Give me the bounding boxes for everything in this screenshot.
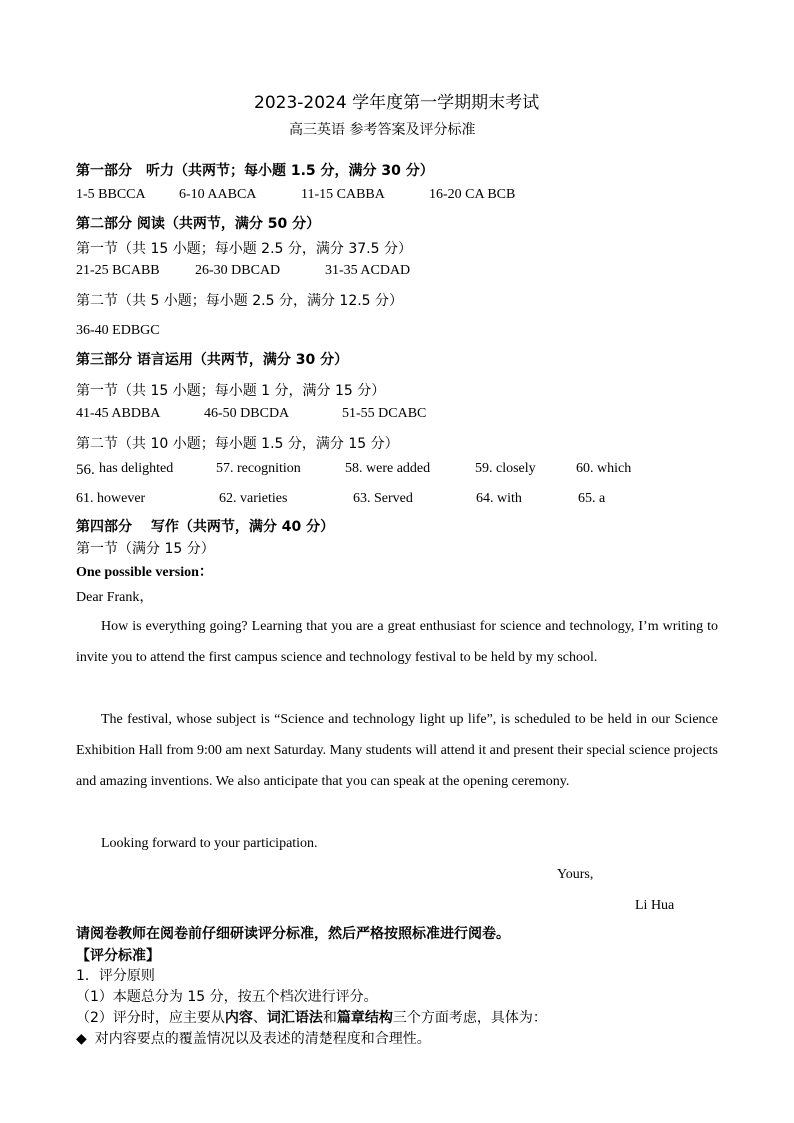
answer-item: 62. varieties — [219, 491, 288, 506]
page-title: 2023-2024 学年度第一学期期末考试 — [254, 93, 540, 113]
diamond-bullet-icon: ◆ — [76, 1031, 87, 1047]
part1-answers — [76, 187, 716, 207]
letter-paragraph-2: The festival, whose subject is “Science and technology light up life”, is scheduled to be held in our Science Exhibition Hall from 9:00 am next Saturday. Many students will attend it and present their special science projects and amazing inventions. We also anticipate that you can speak at the opening ceremony. — [76, 712, 718, 789]
answer-item: 64. with — [476, 491, 522, 506]
version-label: One possible version： — [76, 565, 213, 580]
part3-section1: 第一节（共 15 小题；每小题 1 分，满分 15 分） — [76, 383, 386, 399]
grading-item-1-1: （1）本题总分为 15 分，按五个档次进行评分。 — [76, 989, 378, 1005]
letter-signature: Li Hua — [635, 898, 675, 913]
part4-heading: 第四部分 写作（共两节，满分 40 分） — [76, 519, 335, 535]
grading-keyword: 内容 — [224, 1010, 253, 1026]
grading-bullet-text: 对内容要点的覆盖情况以及表述的清楚程度和合理性。 — [94, 1031, 431, 1047]
grading-text: 、 — [252, 1010, 267, 1026]
letter-paragraph-1: How is everything going? Learning that you are a great enthusiast for science and technology, I’m writing to invite you to attend the first campus science and technology festival to be held by my school. — [76, 619, 718, 665]
grading-keyword: 篇章结构 — [336, 1010, 393, 1026]
grading-title: 【评分标准】 — [76, 948, 160, 964]
answer-item: 63. Served — [353, 491, 413, 506]
part3-answers-row1 — [76, 461, 716, 483]
answer-group: 6-10 AABCA — [179, 187, 257, 202]
grading-item-1-2 — [76, 1007, 547, 1027]
part2-heading: 第二部分 阅读（共两节，满分 50 分） — [76, 216, 321, 232]
answer-group: 51-55 DCABC — [342, 406, 427, 421]
answer-group: 26-30 DBCAD — [195, 263, 281, 278]
answer-item: 56. — [76, 462, 95, 478]
page-subtitle: 高三英语 参考答案及评分标准 — [289, 122, 476, 138]
answer-group: 21-25 BCABB — [76, 263, 160, 278]
part2-section1: 第一节（共 15 小题；每小题 2.5 分，满分 37.5 分） — [76, 241, 412, 257]
grading-text: 三个方面考虑，具体为： — [392, 1010, 547, 1026]
grading-bullet-line — [76, 1028, 431, 1048]
part1-heading: 第一部分 听力（共两节；每小题 1.5 分，满分 30 分） — [76, 163, 434, 179]
answer-item: 60. which — [576, 461, 632, 476]
part3-heading: 第三部分 语言运用（共两节，满分 30 分） — [76, 352, 349, 368]
answer-item: 61. however — [76, 491, 146, 506]
answer-item: 59. closely — [475, 461, 536, 476]
answer-group: 36-40 EDBGC — [76, 323, 160, 338]
answer-group: 1-5 BBCCA — [76, 187, 146, 202]
part3-answers-row2 — [76, 491, 716, 511]
answer-item: 58. were added — [345, 461, 431, 476]
answer-group: 46-50 DBCDA — [204, 406, 290, 421]
answer-group: 11-15 CABBA — [301, 187, 385, 202]
answer-item: has delighted — [99, 461, 174, 476]
letter-salutation: Dear Frank， — [76, 590, 154, 605]
grading-text: 和 — [322, 1010, 337, 1026]
part3-section2: 第二节（共 10 小题；每小题 1.5 分，满分 15 分） — [76, 436, 399, 452]
part2-section2: 第二节（共 5 小题；每小题 2.5 分，满分 12.5 分） — [76, 293, 404, 309]
answer-group: 31-35 ACDAD — [325, 263, 411, 278]
letter-closing: Yours, — [557, 867, 594, 882]
answer-item: 65. a — [578, 491, 606, 506]
grading-text: （2）评分时，应主要从 — [76, 1010, 225, 1026]
grading-keyword: 词汇语法 — [266, 1010, 323, 1026]
answer-group: 41-45 ABDBA — [76, 406, 161, 421]
answer-group: 16-20 CA BCB — [429, 187, 516, 202]
grading-notice: 请阅卷教师在阅卷前仔细研读评分标准，然后严格按照标准进行阅卷。 — [76, 926, 510, 942]
part2-answers1 — [76, 263, 716, 283]
part2-answers2 — [76, 323, 716, 343]
part3-answers1 — [76, 406, 716, 426]
letter-paragraph-3: Looking forward to your participation. — [101, 836, 318, 851]
answer-item: 57. recognition — [216, 461, 301, 476]
grading-item-1: 1．评分原则 — [76, 968, 155, 984]
part4-section1: 第一节（满分 15 分） — [76, 541, 215, 557]
